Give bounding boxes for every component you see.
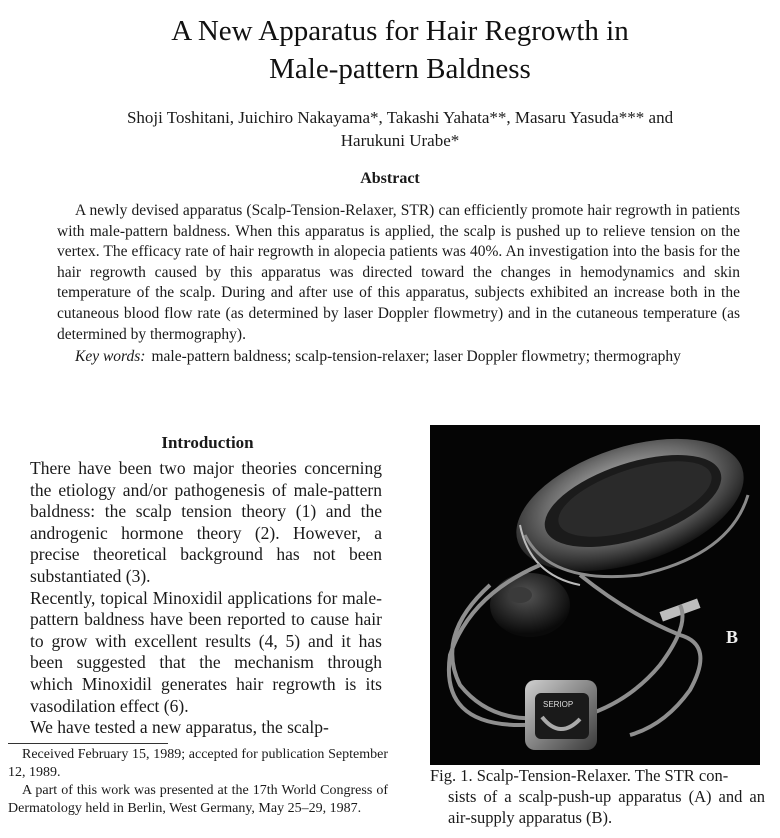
air-bulb [490,573,570,637]
footnote-presented: A part of this work was presented at the 17th World Congress of Dermatology held in Berlin, West Germany, May 25–29, 1987. [8,783,388,816]
abstract-heading: Abstract [360,170,420,187]
footnote-received: Received February 15, 1989; accepted for publication September 12, 1989. [8,747,388,780]
device-brand-label: SERIOP [543,700,574,709]
author-list [80,106,720,152]
footnotes [8,746,388,818]
introduction-heading: Introduction [161,433,254,452]
introduction-body [30,458,382,739]
authors-line-2: Harukuni Urabe* [340,131,460,150]
footnote-divider [8,743,168,744]
figure-1-photo [430,425,760,765]
str-apparatus-illustration [430,425,760,765]
intro-paragraph-2: Recently, topical Minoxidil applications for male-pattern baldness have been reported to cause hair to grow with excellent results (4, 5) and it has been suggested that the mechanism through which Minoxidil generates hair regrowth is its vasodilation effect (6). [30,587,382,716]
figure-label-b: B [726,627,739,647]
keywords-list: male-pattern baldness; scalp-tension-relaxer; laser Doppler flowmetry; thermography [151,348,681,365]
paper-title [60,12,740,88]
title-line-1: A New Apparatus for Hair Regrowth in [171,15,629,47]
title-line-2: Male-pattern Baldness [269,53,531,85]
keywords [57,347,740,368]
keywords-label: Key words: [75,348,146,365]
air-supply-box [525,680,597,750]
authors-line-1: Shoji Toshitani, Juichiro Nakayama*, Takashi Yahata**, Masaru Yasuda*** and [126,108,674,127]
figure-caption [430,765,765,828]
intro-paragraph-1: There have been two major theories concerning the etiology and/or pathogenesis of male-pattern baldness: the scalp tension theory (1) and the androgenic hormone theory (2). However, a precise theoretical background has not been substantiated (3). [30,458,382,586]
intro-paragraph-3: We have tested a new apparatus, the scalp- [30,717,329,738]
caption-continuation: sists of a scalp-push-up apparatus (A) and an air-supply apparatus (B). [448,787,765,827]
abstract-body: A newly devised apparatus (Scalp-Tension-Relaxer, STR) can efficiently promote hair regrowth in patients with male-pattern baldness. When this apparatus is applied, the scalp is pushed up to relieve tension on the vertex. The efficacy rate of hair regrowth in alopecia patients was 40%. An investigation into the basis for the hair regrowth caused by this apparatus was directed toward the changes in hemodynamics and skin temperature of the scalp. During and after use of this apparatus, subjects exhibited an increase both in the cutaneous blood flow rate (as determined by laser Doppler flowmetry) and in the cutaneous temperature (as determined by thermography). [57,202,740,343]
caption-line-1: Fig. 1. Scalp-Tension-Relaxer. The STR con- [430,766,729,785]
